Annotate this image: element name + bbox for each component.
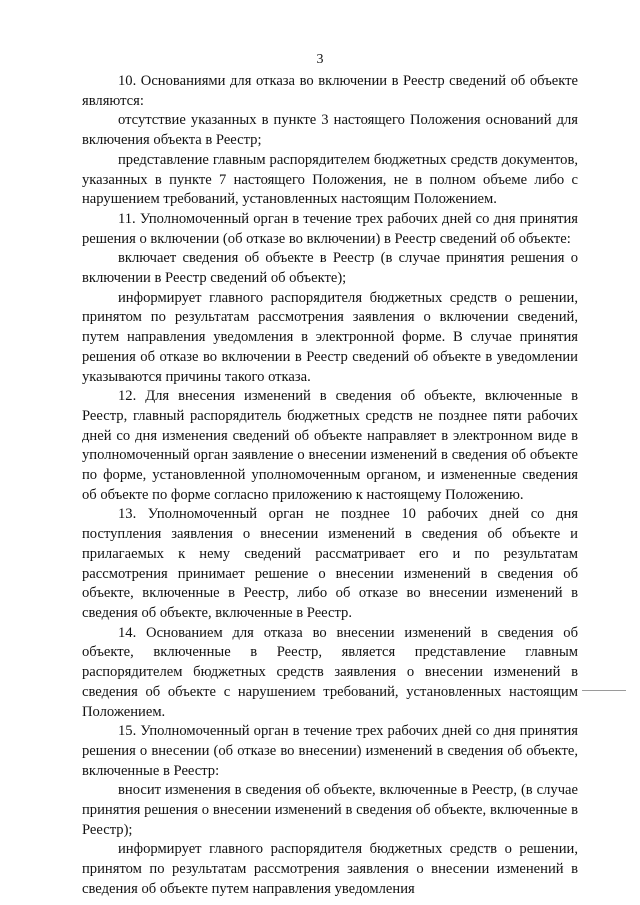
- paragraph-12: 12. Для внесения изменений в сведения об объекте, включенные в Реестр, главный распорядитель бюджетных средств не позднее пяти рабочих дней со дня изменения сведений об объекте направляет в электронном виде в уполномоченный орган заявление о внесении изменений в сведения об объекте по форме, установленной уполномоченным органом, и измененные сведения об объекте по форме согласно приложению к настоящему Положению.: [82, 388, 578, 503]
- margin-line: [582, 690, 626, 691]
- paragraph-15-item-2: информирует главного распорядителя бюджетных средств о решении, принятом по результатам рассмотрения заявления о внесении изменений в сведения об объекте путем направления уведомления: [82, 841, 578, 897]
- paragraph-14: 14. Основанием для отказа во внесении изменений в сведения об объекте, включенные в Реестр, является представление главным распорядителем бюджетных средств заявления о внесении изменений в сведения об объекте с нарушением требований, установленных настоящим Положением.: [82, 624, 578, 720]
- paragraph-15-item-1: вносит изменения в сведения об объекте, включенные в Реестр, (в случае принятия решения о внесении изменений в сведения об объекте, включенные в Реестр);: [82, 782, 578, 838]
- paragraph-10: 10. Основаниями для отказа во включении в Реестр сведений об объекте являются:: [82, 73, 578, 109]
- page-number: 3: [316, 52, 324, 67]
- paragraph-13: 13. Уполномоченный орган не позднее 10 рабочих дней со дня поступления заявления о внесении изменений в сведения об объекте и прилагаемых к нему сведений рассматривает его и по результатам рассмотрения принимает решение о внесении изменений в сведения об объекте, включенные в Реестр, либо об отказе во внесении изменений в сведения об объекте, включенные в Реестр.: [82, 506, 578, 621]
- paragraph-15: 15. Уполномоченный орган в течение трех рабочих дней со дня принятия решения о внесении (об отказе во внесении) изменений в сведения об объекте, включенные в Реестр:: [82, 723, 578, 779]
- paragraph-10-item-1: отсутствие указанных в пункте 3 настоящего Положения оснований для включения объекта в Реестр;: [82, 112, 578, 149]
- paragraph-11-item-2: информирует главного распорядителя бюджетных средств о решении, принятом по результатам рассмотрения заявления о включении сведений, путем направления уведомления в электронной форме. В случае принятия решения об отказе во включении в Реестр сведений об объекте в уведомлении указываются причины такого отказа.: [82, 289, 578, 385]
- paragraph-10-item-2: представление главным распорядителем бюджетных средств документов, указанных в пункте 7 настоящего Положения, не в полном объеме либо с нарушением требований, установленных настоящим Положением.: [82, 151, 578, 208]
- paragraph-11: 11. Уполномоченный орган в течение трех рабочих дней со дня принятия решения о включении (об отказе во включении) в Реестр сведений об объекте:: [82, 210, 578, 247]
- document-body: [82, 72, 578, 900]
- paragraph-11-item-1: включает сведения об объекте в Реестр (в случае принятия решения о включении в Реестр сведений об объекте);: [82, 250, 578, 287]
